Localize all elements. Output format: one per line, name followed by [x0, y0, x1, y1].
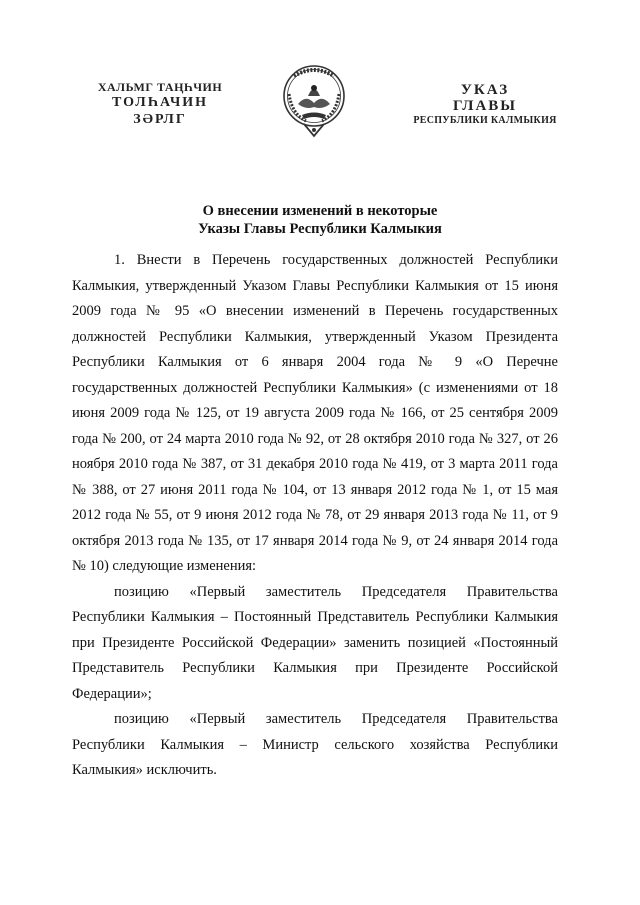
body-paragraph-3: позицию «Первый заместитель Председателя Правительства Республики Калмыкия – Министр сельского хозяйства Республики Калмыкия» исключить. [72, 711, 558, 778]
body-paragraph-1: 1. Внести в Перечень государственных должностей Республики Калмыкия, утвержденный Указом Главы Республики Калмыкия от 15 июня 2009 года № 95 «О внесении изменений в Перечень государственных должностей Республики Калмыкия, утвержденный Указом Президента Республики Калмыкия от 6 января 2004 года № 9 «О Перечне государственных должностей Республики Калмыкия» (с изменениями от 18 июня 2009 года № 125, от 19 августа 2009 года № 166, от 25 сентября 2009 года № 200, от 24 марта 2010 года № 92, от 28 октября 2010 года № 327, от 26 ноября 2010 года № 387, от 31 декабря 2010 года № 419, от 3 марта 2011 года № 388, от 27 июня 2011 года № 104, от 13 января 2012 года № 1, от 15 мая 2012 года № 55, от 9 июня 2012 года № 78, от 29 января 2013 года № 11, от 9 октября 2013 года № 135, от 17 января 2014 года № 9, от 24 января 2014 года № 10) следующие изменения: [72, 252, 558, 574]
header-kalmyk-line1: ХАЛЬМГ ТАҢҺЧИН [97, 80, 223, 94]
header-kalmyk-line2: ТОЛҺАЧИН [111, 95, 209, 110]
header-kalmyk [60, 80, 260, 128]
header-kalmyk-line3: ЗӘРЛГ [133, 112, 187, 127]
header-russian [400, 82, 570, 128]
header-glavy: ГЛАВЫ [452, 98, 518, 114]
document-body [72, 248, 558, 784]
header-republic: РЕСПУБЛИКИ КАЛМЫКИЯ [413, 115, 557, 126]
body-paragraph-2: позицию «Первый заместитель Председателя Правительства Республики Калмыкия – Постоянный Представитель Республики Калмыкия при Президенте Российской Федерации» заменить позицией «Постоянный Представитель Республики Калмыкия при Президенте Российской Федерации»; [72, 583, 558, 702]
header-ukaz: УКАЗ [460, 82, 510, 98]
document-title [70, 202, 570, 238]
document-title-line1: О внесении изменений в некоторые [202, 203, 438, 219]
document-title-line2: Указы Главы Республики Калмыкия [198, 221, 442, 237]
coat-of-arms-emblem [278, 58, 350, 140]
